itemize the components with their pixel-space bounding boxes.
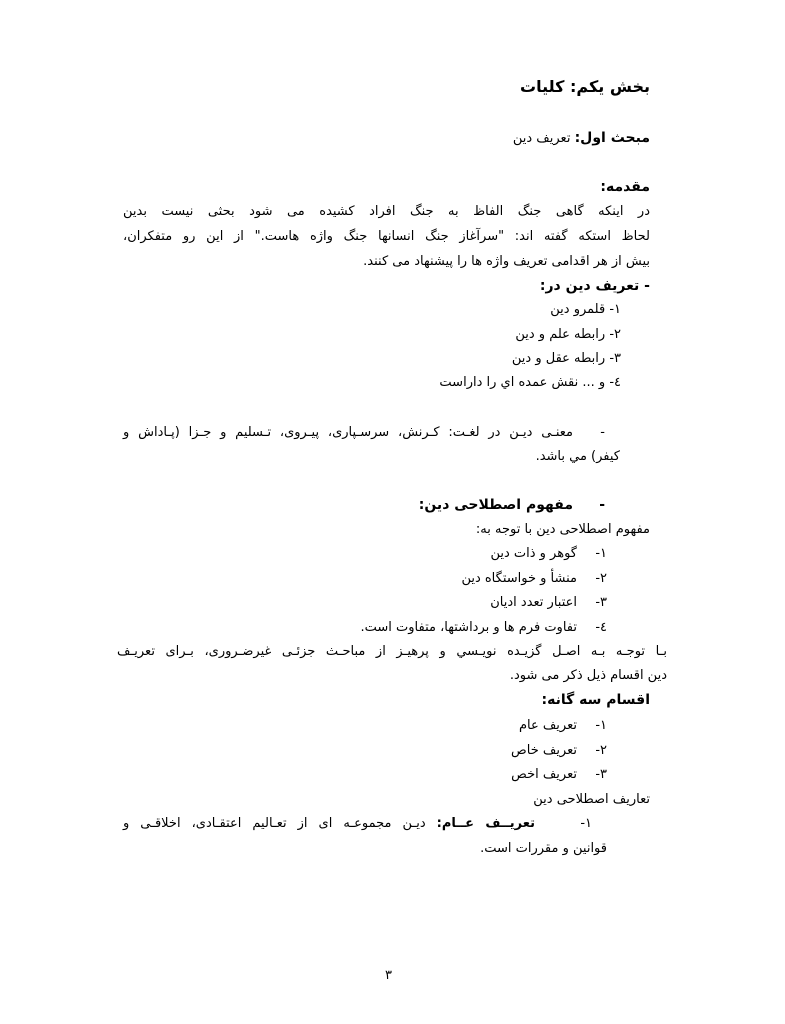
- three-types-heading: اقسام سه گانه:: [541, 692, 650, 708]
- technical-intro: مفهوم اصطلاحی دین با توجه به:: [475, 522, 650, 537]
- three-types-item: [511, 742, 607, 760]
- page-number: ۳: [385, 968, 392, 983]
- technical-bullet: -: [599, 497, 605, 513]
- definition-in-heading: - تعریف دین در:: [539, 278, 650, 294]
- item-number: ۱-: [595, 718, 607, 733]
- topic-label: مبحث اول:: [574, 130, 650, 146]
- item-text: منشأ و خواستگاه دین: [461, 571, 577, 586]
- para2-line-1: بـا توجـه بـه اصـل گزیـده نویـسي و پرهیـز از مباحـث جزئـی غیرضـروری، بـرای تعریـف: [117, 644, 667, 659]
- general-def-line-2: قوانین و مقررات است.: [480, 841, 607, 856]
- definition-in-item: ٤- و ... نقش عمده اي را داراست: [439, 375, 621, 390]
- technical-item: [490, 594, 607, 612]
- lexical-line-1: معنـی دیـن در لغـت: کـرنش، سرسـپاری، پیـروی، تـسلیم و جـزا (پـاداش و: [123, 425, 573, 440]
- topic-line: [513, 129, 650, 148]
- item-number: ۲-: [595, 571, 607, 586]
- three-types-item: [511, 766, 607, 784]
- item-text: تعریف اخص: [511, 767, 577, 782]
- item-text: تعریف عام: [518, 718, 577, 733]
- definition-in-item: ۳- رابطه عقل و دین: [511, 351, 621, 366]
- lexical-bullet: -: [600, 425, 605, 440]
- section-title: بخش یکم: کلیات: [519, 77, 650, 96]
- item-number: ٤-: [595, 620, 607, 635]
- item-number: ۱-: [595, 546, 607, 561]
- three-types-item: [519, 717, 607, 735]
- intro-line-3: بیش از هر اقدامی تعریف واژه ها را پیشنهاد می کنند.: [363, 254, 650, 269]
- item-number: ۳-: [595, 595, 607, 610]
- general-def-text: دیـن مجموعـه ای از تعـالیم اعتقـادی، اخلاقـی و: [123, 816, 426, 831]
- item-text: تفاوت فرم ها و برداشتها، متفاوت است.: [360, 620, 577, 635]
- intro-heading: مقدمه:: [600, 179, 650, 195]
- item-text: اعتبار تعدد ادیان: [490, 595, 577, 610]
- definition-in-item: ۲- رابطه علم و دین: [515, 327, 621, 342]
- technical-heading: مفهوم اصطلاحی دین:: [418, 497, 573, 513]
- item-text: تعریف خاص: [511, 743, 577, 758]
- technical-item: [461, 570, 607, 588]
- item-number: ۲-: [595, 743, 607, 758]
- intro-line-1: در اینکه گاهی جنگ الفاظ به جنگ افراد کشیده می شود بحثی نیست بدین: [123, 204, 650, 219]
- para2-line-2: دین اقسام ذیل ذکر می شود.: [509, 668, 667, 683]
- technical-item: [361, 619, 608, 637]
- technical-defs-heading: تعاریف اصطلاحی دین: [533, 792, 650, 807]
- general-def-label: تعریــف عــام:: [436, 816, 535, 831]
- general-def-line-1: [123, 815, 535, 833]
- general-def-number: ۱-: [580, 816, 592, 831]
- intro-line-2: لحاظ استکه گفته اند: "سرآغاز جنگ انسانها جنگ واژه هاست." از این رو متفکران،: [123, 229, 650, 244]
- item-text: گوهر و ذات دین: [490, 546, 577, 561]
- lexical-line-2: کیفر) مي باشد.: [535, 449, 620, 464]
- topic-text: تعریف دین: [512, 131, 571, 146]
- item-number: ۳-: [595, 767, 607, 782]
- technical-item: [490, 545, 607, 563]
- definition-in-item: ۱- قلمرو دین: [550, 302, 621, 317]
